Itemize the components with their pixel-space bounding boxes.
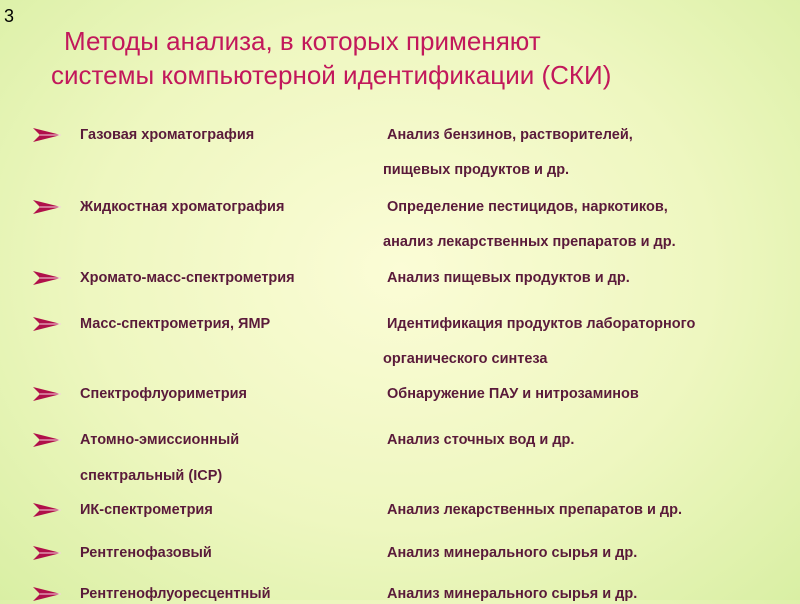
title-line-1: Методы анализа, в которых применяют [64,26,541,56]
method-name: Газовая хроматография [80,127,255,143]
arrowhead-bullet-icon [32,269,62,287]
application-text: Анализ пищевых продуктов и др. [387,270,630,286]
arrowhead-bullet-icon [32,198,62,216]
application-text: Анализ сточных вод и др. [387,432,575,448]
application-text-continued: анализ лекарственных препаратов и др. [383,234,676,250]
method-name: Рентгенофлуоресцентный [80,586,271,602]
arrowhead-bullet-icon [32,126,62,144]
arrowhead-bullet-icon [32,385,62,403]
method-name: ИК-спектрометрия [80,502,213,518]
arrowhead-bullet-icon [32,431,62,449]
method-name-continued: спектральный (ICP) [80,468,223,484]
arrowhead-bullet-icon [32,585,62,603]
method-name: Хромато-масс-спектрометрия [80,270,295,286]
application-text: Анализ минерального сырья и др. [387,545,638,561]
method-name: Жидкостная хроматография [80,199,285,215]
title-line-2: системы компьютерной идентификации (СКИ) [51,60,612,90]
arrowhead-bullet-icon [32,501,62,519]
application-text: Анализ минерального сырья и др. [387,586,638,602]
slide-number: 3 [4,6,15,26]
application-text: Определение пестицидов, наркотиков, [387,199,668,215]
method-name: Рентгенофазовый [80,545,212,561]
arrowhead-bullet-icon [32,544,62,562]
application-text: Анализ бензинов, растворителей, [387,127,633,143]
application-text-continued: органического синтеза [383,351,548,367]
method-name: Атомно-эмиссионный [80,432,240,448]
arrowhead-bullet-icon [32,315,62,333]
method-name: Масс-спектрометрия, ЯМР [80,316,271,332]
application-text-continued: пищевых продуктов и др. [383,162,570,178]
application-text: Анализ лекарственных препаратов и др. [387,502,683,518]
application-text: Обнаружение ПАУ и нитрозаминов [387,386,639,402]
method-name: Спектрофлуориметрия [80,386,247,402]
application-text: Идентификация продуктов лабораторного [387,316,696,332]
